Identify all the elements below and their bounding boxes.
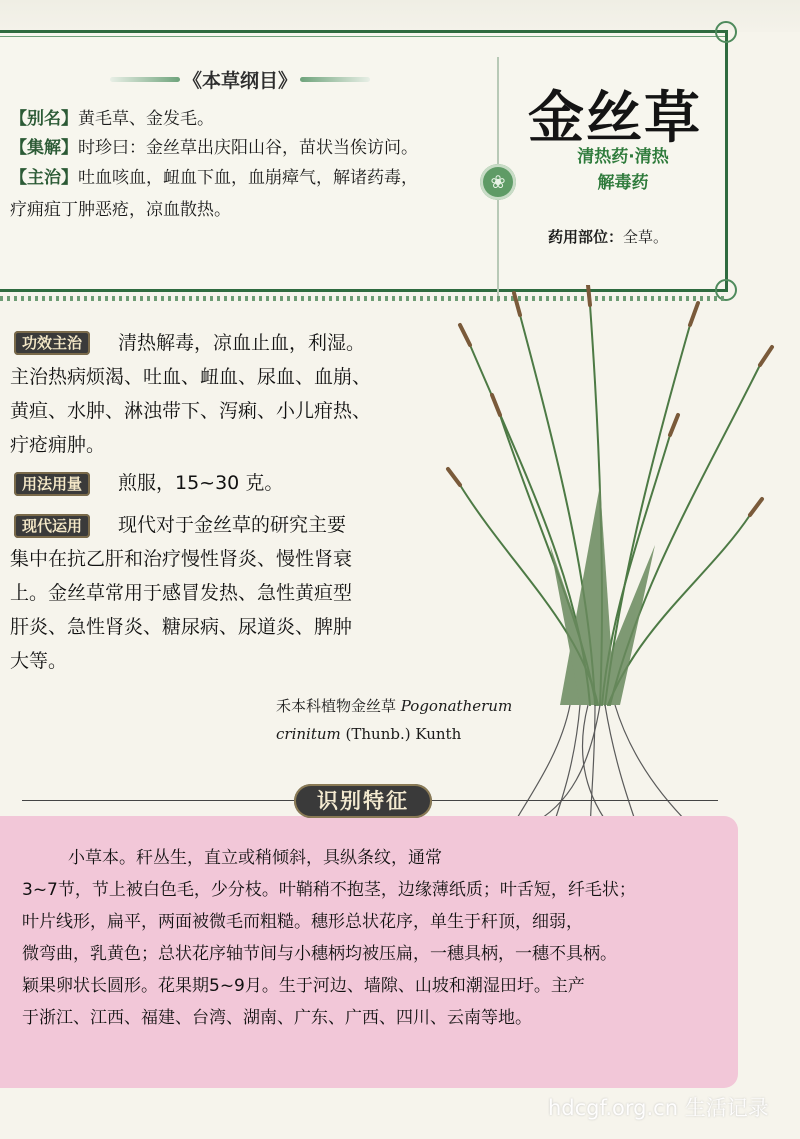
zhuzhi-text: 吐血咳血，衄血下血，血崩瘴气，解诸药毒， — [78, 168, 418, 188]
top-band — [0, 0, 800, 32]
ident-line: 于浙江、江西、福建、台湾、湖南、广东、广西、四川、云南等地。 — [22, 1008, 532, 1028]
medicinal-part-label: 药用部位： — [548, 228, 624, 246]
ident-line: 颖果卵状长圆形。花果期5~9月。生于河边、墙隙、山坡和潮湿田圩。主产 — [22, 976, 585, 996]
caption-cn: 禾本科植物金丝草 — [276, 697, 397, 715]
modern-line: 集中在抗乙肝和治疗慢性肾炎、慢性肾衰 — [10, 548, 353, 570]
modern-line: 现代对于金丝草的研究主要 — [118, 514, 347, 536]
leaf-medal-icon: ❀ — [480, 164, 516, 200]
herb-title: 金丝草 — [528, 86, 702, 151]
info-row-zhuzhi-cont — [10, 195, 490, 226]
modern-tag: 现代运用 — [14, 514, 90, 538]
ornament-bar-right — [300, 77, 370, 82]
grass-plant-illustration — [440, 285, 780, 845]
alias-text: 黄毛草、金发毛。 — [78, 109, 214, 129]
efficacy-tag: 功效主治 — [14, 331, 90, 355]
modern-line: 肝炎、急性肾炎、糖尿病、尿道炎、脾肿 — [10, 616, 353, 638]
zhuzhi-text-cont: 疗痈疽丁肿恶疮，凉血散热。 — [10, 200, 231, 220]
plant-caption — [276, 692, 536, 748]
alias-label: 【别名】 — [10, 109, 78, 129]
zhuzhi-label: 【主治】 — [10, 168, 78, 188]
ident-line: 3~7节，节上被白色毛，少分枝。叶鞘稍不抱茎，边缘薄纸质；叶舌短，纤毛状； — [22, 880, 636, 900]
efficacy-line: 黄疸、水肿、淋浊带下、泻痢、小儿疳热、 — [10, 400, 372, 422]
efficacy-text — [10, 326, 390, 462]
info-row-jijie — [10, 133, 490, 164]
ornament-bar-left — [110, 77, 180, 82]
herb-index-title: 《本草纲目》 — [182, 70, 297, 92]
ident-line: 微弯曲，乳黄色；总状花序轴节间与小穗柄均被压扁，一穗具柄，一穗不具柄。 — [22, 944, 617, 964]
caption-author: (Thunb.) Kunth — [345, 725, 462, 743]
dosage-line: 煎服，15~30 克。 — [118, 472, 284, 494]
identification-title: 识别特征 — [294, 784, 432, 818]
caption-latin-species: crinitum — [276, 725, 341, 743]
medicinal-part — [548, 226, 668, 247]
jijie-label: 【集解】 — [10, 138, 78, 158]
identification-text — [22, 842, 722, 1034]
ident-line: 小草本。秆丛生，直立或稍倾斜，具纵条纹，通常 — [68, 848, 442, 868]
dosage-text — [10, 466, 390, 500]
dosage-tag: 用法用量 — [14, 472, 90, 496]
watermark: hdcgf.org.cn 生活记录 — [548, 1096, 769, 1120]
corner-ornament-icon — [715, 21, 737, 43]
category-line-1: 清热药·清热 — [577, 147, 669, 167]
jijie-text: 时珍曰：金丝草出庆阳山谷，苗状当俟访问。 — [78, 138, 418, 158]
herb-category — [548, 144, 698, 196]
info-row-zhuzhi — [10, 163, 490, 194]
modern-line: 大等。 — [10, 650, 68, 672]
efficacy-line: 主治热病烦渴、吐血、衄血、尿血、血崩、 — [10, 366, 372, 388]
efficacy-line: 疔疮痈肿。 — [10, 434, 106, 456]
ident-line: 叶片线形，扁平，两面被微毛而粗糙。穗形总状花序，单生于秆顶，细弱， — [22, 912, 583, 932]
category-line-2: 解毒药 — [597, 173, 649, 193]
caption-latin-genus: Pogonatherum — [400, 697, 513, 715]
efficacy-line: 清热解毒，凉血止血，利湿。 — [118, 332, 366, 354]
info-row-alias — [10, 104, 490, 135]
modern-line: 上。金丝草常用于感冒发热、急性黄疸型 — [10, 582, 353, 604]
medicinal-part-value: 全草。 — [623, 228, 669, 246]
modern-text — [10, 508, 390, 678]
herb-index-heading — [110, 64, 370, 94]
